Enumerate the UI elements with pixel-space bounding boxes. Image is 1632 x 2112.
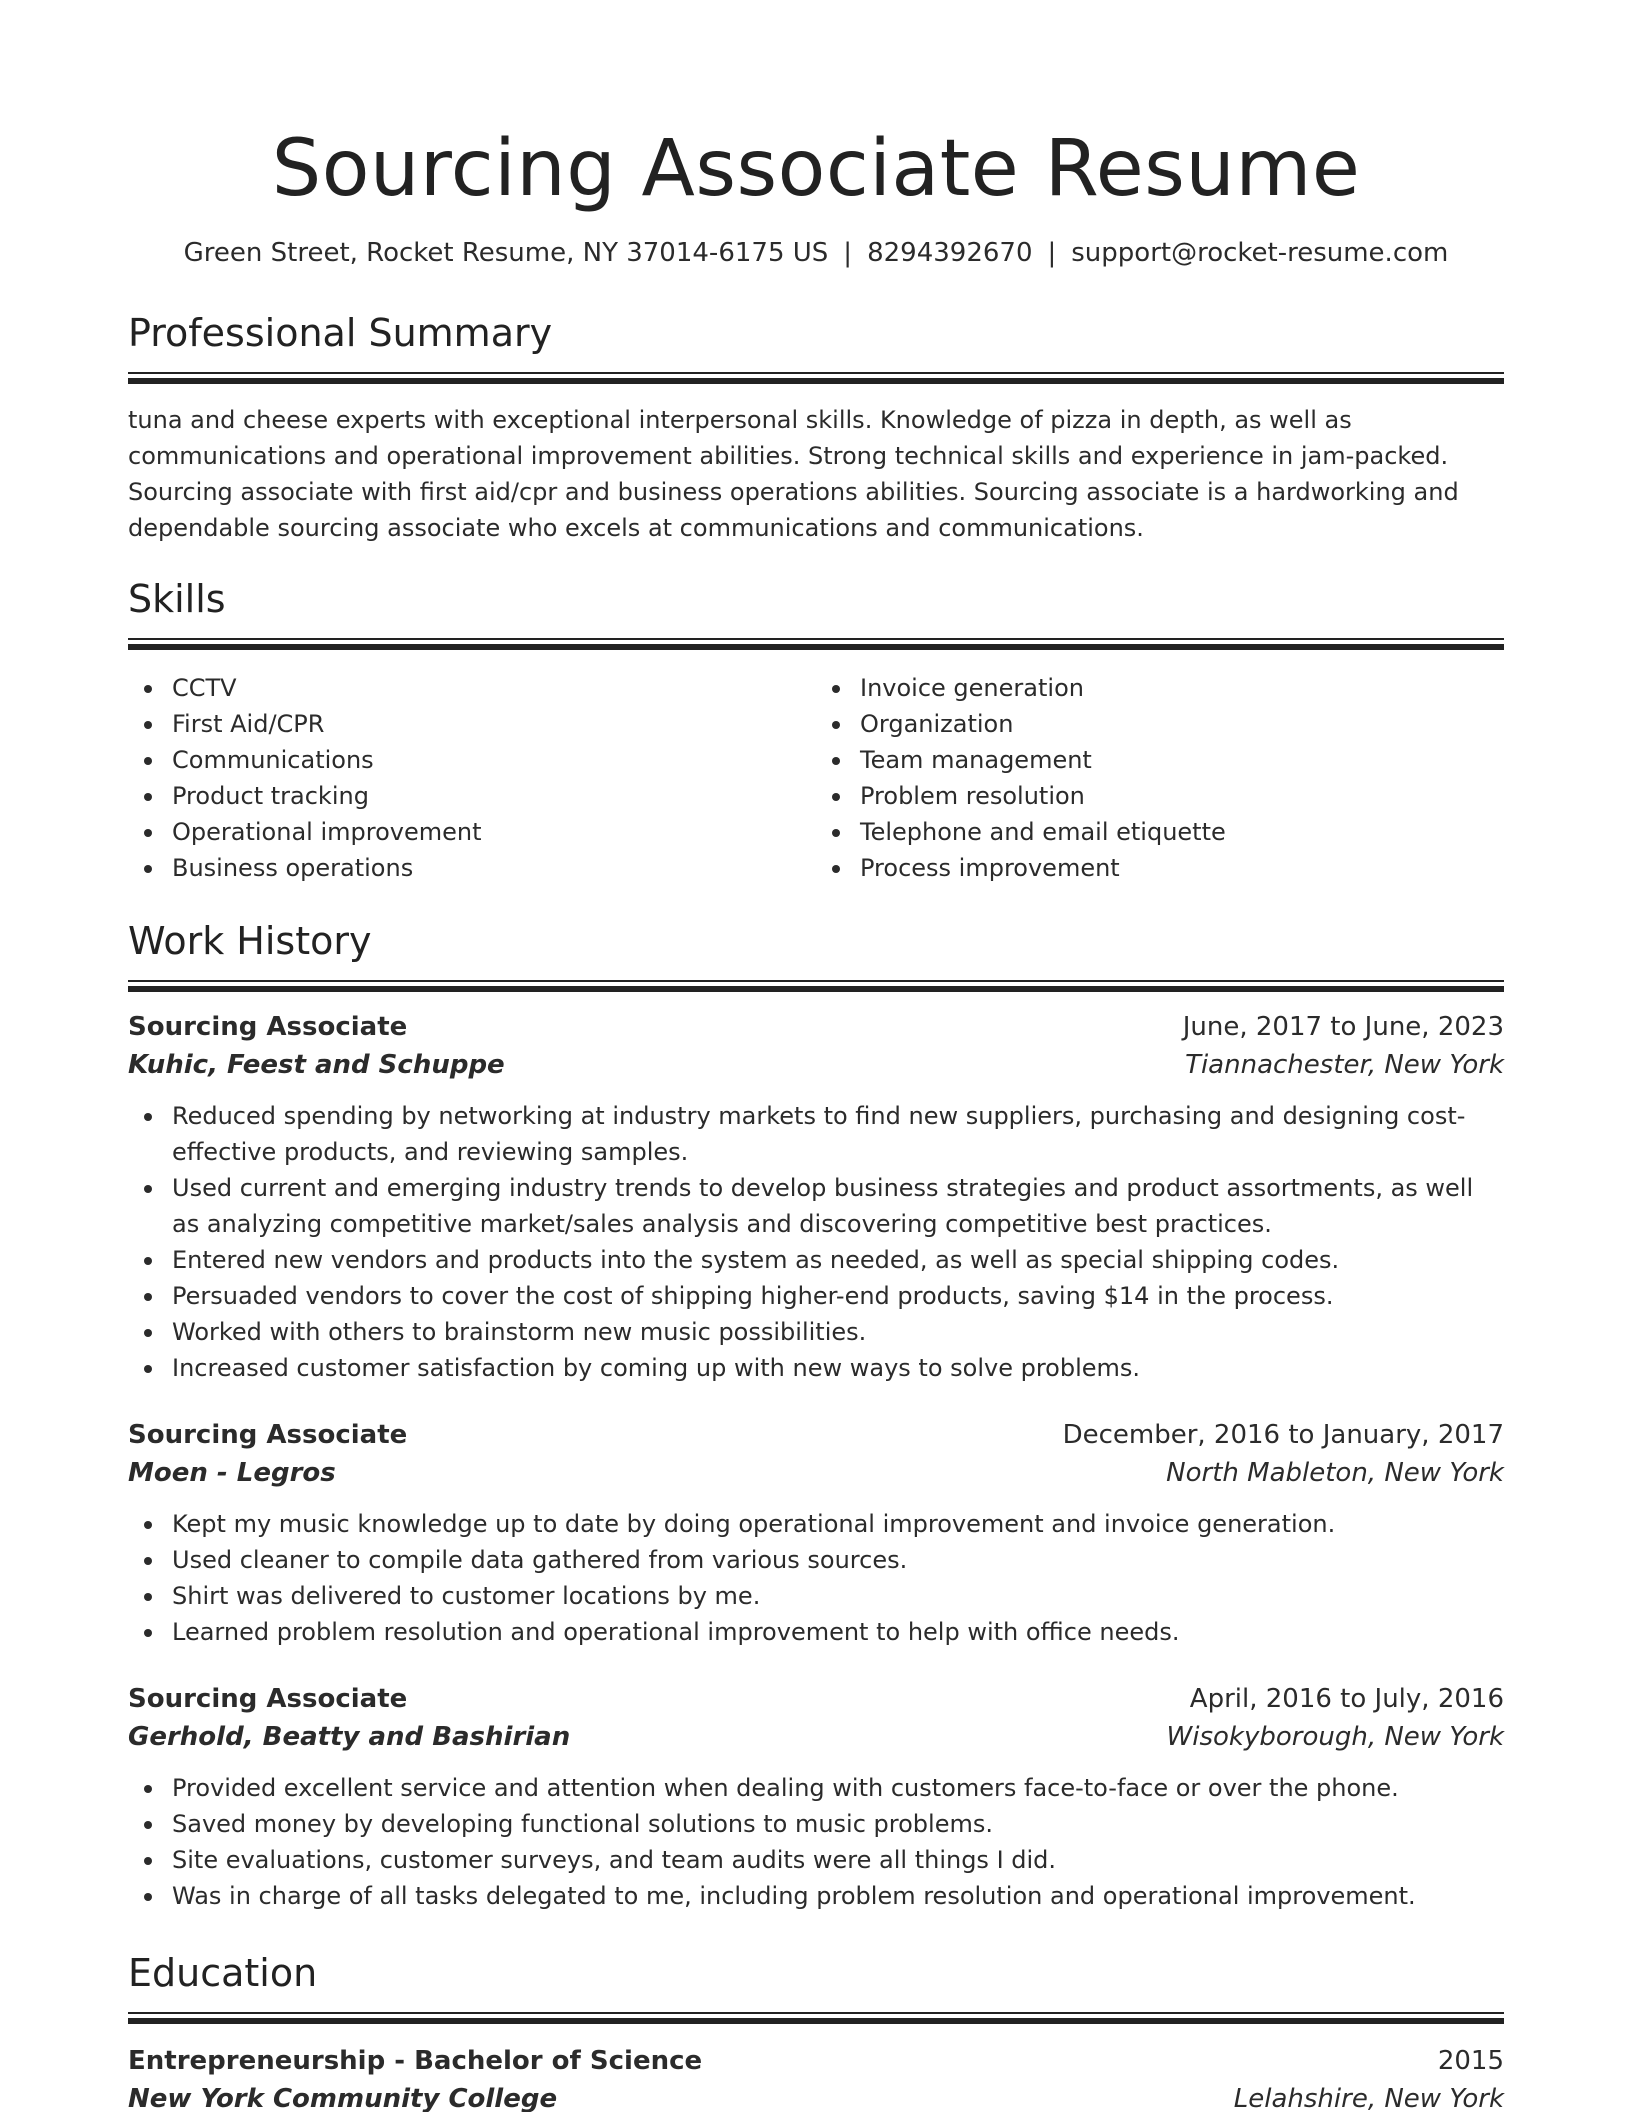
skills-column-right (816, 670, 1504, 886)
job-header (128, 1680, 1504, 1718)
skill-item: Telephone and email etiquette (816, 814, 1504, 850)
contact-address: Green Street, Rocket Resume, NY 37014-6175 US (183, 238, 829, 268)
job-bullet: Was in charge of all tasks delegated to me, including problem resolution and operational improvement. (128, 1878, 1504, 1914)
skill-item: Problem resolution (816, 778, 1504, 814)
summary-heading: Professional Summary (128, 311, 553, 355)
job-bullet: Used current and emerging industry trends to develop business strategies and product assortments, as well as analyzing competitive market/sales analysis and discovering competitive best practices. (128, 1170, 1504, 1242)
resume-title: Sourcing Associate Resume (271, 124, 1361, 214)
skills-section (128, 576, 1504, 886)
job-company: Gerhold, Beatty and Bashirian (128, 1722, 571, 1752)
job-entry (128, 1008, 1504, 1386)
job-bullet: Saved money by developing functional solutions to music problems. (128, 1806, 1504, 1842)
contact-separator: | (843, 238, 853, 268)
skills-heading: Skills (128, 577, 226, 621)
section-divider (128, 2012, 1504, 2024)
section-divider (128, 638, 1504, 650)
job-subheader (128, 1718, 1504, 1756)
skill-item: Team management (816, 742, 1504, 778)
job-dates: April, 2016 to July, 2016 (1189, 1684, 1504, 1714)
contact-separator: | (1047, 238, 1057, 268)
skill-item: Communications (128, 742, 816, 778)
skill-item: Product tracking (128, 778, 816, 814)
education-entry (128, 2042, 1504, 2112)
summary-section (128, 310, 1504, 546)
job-header (128, 1416, 1504, 1454)
skill-item: Business operations (128, 850, 816, 886)
job-bullet: Provided excellent service and attention when dealing with customers face-to-face or over the phone. (128, 1770, 1504, 1806)
job-bullets (128, 1098, 1504, 1386)
job-bullet: Site evaluations, customer surveys, and team audits were all things I did. (128, 1842, 1504, 1878)
job-bullets (128, 1770, 1504, 1914)
skill-item: CCTV (128, 670, 816, 706)
job-title: Sourcing Associate (128, 1420, 408, 1450)
skill-item: Organization (816, 706, 1504, 742)
job-entry (128, 1680, 1504, 1914)
job-dates: June, 2017 to June, 2023 (1182, 1012, 1504, 1042)
job-location: North Mableton, New York (1166, 1458, 1504, 1488)
skill-item: Operational improvement (128, 814, 816, 850)
job-header (128, 1008, 1504, 1046)
section-divider (128, 372, 1504, 384)
job-bullet: Worked with others to brainstorm new music possibilities. (128, 1314, 1504, 1350)
job-bullets (128, 1506, 1504, 1650)
job-company: Moen - Legros (128, 1458, 336, 1488)
job-bullet: Persuaded vendors to cover the cost of shipping higher-end products, saving $14 in the process. (128, 1278, 1504, 1314)
job-bullet: Reduced spending by networking at industry markets to find new suppliers, purchasing and designing cost-effective products, and reviewing samples. (128, 1098, 1504, 1170)
job-bullet: Kept my music knowledge up to date by doing operational improvement and invoice generation. (128, 1506, 1504, 1542)
job-company: Kuhic, Feest and Schuppe (128, 1050, 505, 1080)
education-section (128, 1950, 1504, 2112)
job-bullet: Learned problem resolution and operational improvement to help with office needs. (128, 1614, 1504, 1650)
education-subheader (128, 2080, 1504, 2112)
job-bullet: Increased customer satisfaction by coming up with new ways to solve problems. (128, 1350, 1504, 1386)
job-entry (128, 1416, 1504, 1650)
education-year: 2015 (1437, 2046, 1504, 2076)
skill-item: First Aid/CPR (128, 706, 816, 742)
job-bullet: Used cleaner to compile data gathered from various sources. (128, 1542, 1504, 1578)
section-divider (128, 980, 1504, 992)
job-dates: December, 2016 to January, 2017 (1062, 1420, 1504, 1450)
education-degree: Entrepreneurship - Bachelor of Science (128, 2046, 703, 2076)
job-subheader (128, 1046, 1504, 1084)
summary-text: tuna and cheese experts with exceptional interpersonal skills. Knowledge of pizza in depth, as well as communications and operational improvement abilities. Strong technical skills and experience in jam-packed. Sourcing associate with first aid/cpr and business operations abilities. Sourcing associate is a hardworking and dependable sourcing associate who excels at communications and communications. (128, 406, 1459, 542)
job-subheader (128, 1454, 1504, 1492)
work-history-heading: Work History (128, 919, 372, 963)
contact-line (128, 236, 1504, 270)
contact-phone: 8294392670 (867, 238, 1033, 268)
skill-item: Invoice generation (816, 670, 1504, 706)
contact-email: support@rocket-resume.com (1071, 238, 1449, 268)
work-history-section (128, 918, 1504, 1914)
skills-column-left (128, 670, 816, 886)
job-location: Wisokyborough, New York (1166, 1722, 1504, 1752)
education-location: Lelahshire, New York (1233, 2084, 1504, 2112)
job-bullet: Shirt was delivered to customer locations by me. (128, 1578, 1504, 1614)
education-header (128, 2042, 1504, 2080)
education-school: New York Community College (128, 2084, 558, 2112)
skills-grid (128, 670, 1504, 886)
education-heading: Education (128, 1951, 318, 1995)
job-title: Sourcing Associate (128, 1684, 408, 1714)
job-title: Sourcing Associate (128, 1012, 408, 1042)
job-bullet: Entered new vendors and products into the system as needed, as well as special shipping codes. (128, 1242, 1504, 1278)
job-location: Tiannachester, New York (1185, 1050, 1504, 1080)
skill-item: Process improvement (816, 850, 1504, 886)
